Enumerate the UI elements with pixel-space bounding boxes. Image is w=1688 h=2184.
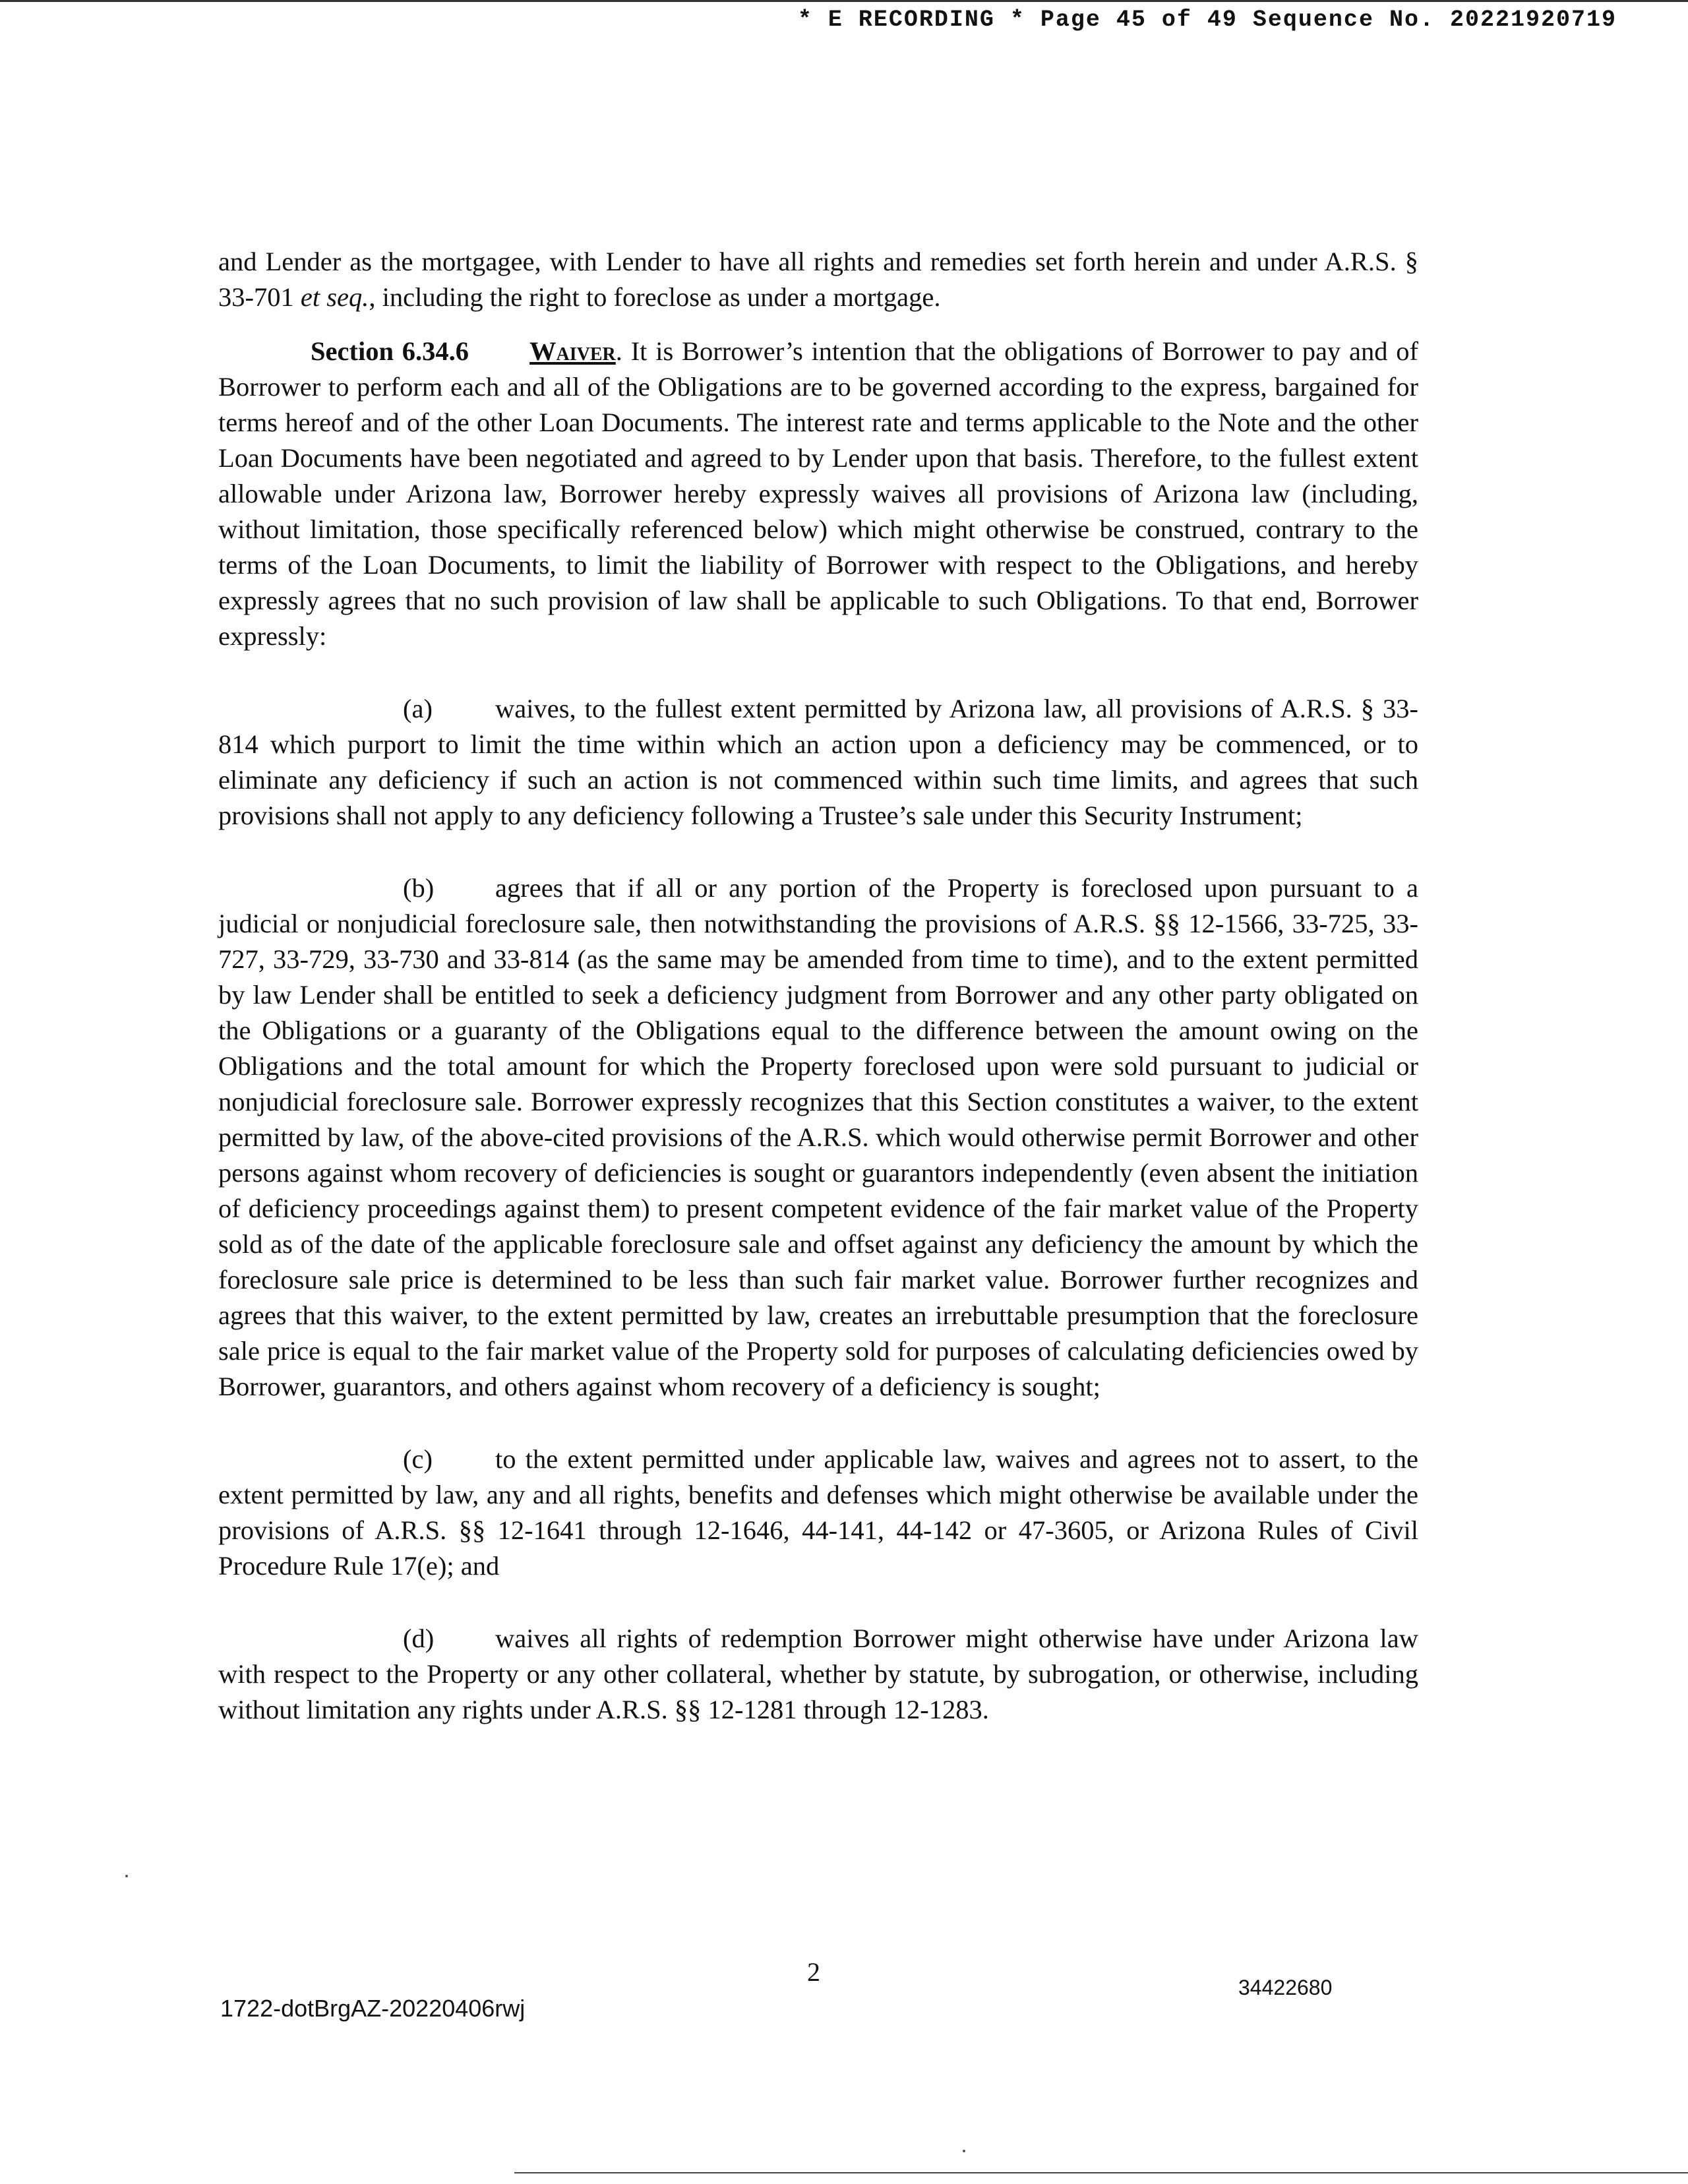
section-heading: Waiver [529, 336, 616, 366]
item-letter: (c) [403, 1444, 433, 1474]
item-text: to the extent permitted under applicable law, waives and agrees not to assert, to the extent permitted by law, any and all rights, benefits and defenses which might otherwise be available under the provisions of A.R.S. §§ 12-1641 through 12-1646, 44-141, 44-142 or 47-3605, or Arizona Rules of Civil Procedure Rule 17(e); and [218, 1444, 1418, 1581]
item-text: waives, to the fullest extent permitted by Arizona law, all provisions of A.R.S. § 33-814 which purport to limit the time within which an action upon a deficiency may be commenced, or to eliminate any deficiency if such an action is not commenced within such time limits, and agrees that such provisions shall not apply to any deficiency following a Trustee’s sale under this Security Instrument; [218, 694, 1418, 830]
list-item [218, 691, 1418, 834]
item-text: waives all rights of redemption Borrower might otherwise have under Arizona law with respect to the Property or any other collateral, whether by statute, by subrogation, or otherwise, including without limitation any rights under A.R.S. §§ 12-1281 through 12-1283. [218, 1623, 1418, 1724]
document-body [218, 244, 1418, 1728]
scan-speck [963, 2150, 965, 2152]
top-border-rule [0, 0, 1688, 2]
bottom-border-rule [514, 2172, 1688, 2173]
item-text: agrees that if all or any portion of the Property is foreclosed upon pursuant to a judicial or nonjudicial foreclosure sale, then notwithstanding the provisions of A.R.S. §§ 12-1566, 33-725, 33-727, 33-729, 33-730 and 33-814 (as the same may be amended from time to time), and to the extent permitted by law Lender shall be entitled to seek a deficiency judgment from Borrower and any other party obligated on the Obligations or a guaranty of the Obligations equal to the difference between the amount owing on the Obligations and the total amount for which the Property foreclosed upon were sold pursuant to judicial or nonjudicial foreclosure sale. Borrower expressly recognizes that this Section constitutes a waiver, to the extent permitted by law, of the above-cited provisions of the A.R.S. which would otherwise permit Borrower and other persons against whom recovery of deficiencies is sought or guarantors independently (even absent the initiation of deficiency proceedings against them) to present competent evidence of the fair market value of the Property sold as of the date of the applicable foreclosure sale and offset against any deficiency the amount by which the foreclosure sale price is determined to be less than such fair market value. Borrower further recognizes and agrees that this waiver, to the extent permitted by law, creates an irrebuttable presumption that the foreclosure sale price is equal to the fair market value of the Property sold for purposes of calculating deficiencies owed by Borrower, guarantors, and others against whom recovery of a deficiency is sought; [218, 873, 1418, 1401]
section-paragraph [218, 334, 1418, 654]
page-number: 2 [807, 1957, 820, 1987]
section-text: . It is Borrower’s intention that the obligations of Borrower to pay and of Borrower to perform each and all of the Obligations are to be governed according to the express, bargained for terms hereof and of the other Loan Documents. The interest rate and terms applicable to the Note and the other Loan Documents have been negotiated and agreed to by Lender upon that basis. Therefore, to the fullest extent allowable under Arizona law, Borrower hereby expressly waives all provisions of Arizona law (including, without limitation, those specifically referenced below) which might otherwise be construed, contrary to the terms of the Loan Documents, to limit the liability of Borrower with respect to the Obligations, and hereby expressly agrees that no such provision of law shall be applicable to such Obligations. To that end, Borrower expressly: [218, 336, 1419, 651]
document-code: 1722-dotBrgAZ-20220406rwj [220, 1995, 526, 2022]
list-item [218, 870, 1418, 1405]
loan-number: 34422680 [1238, 1976, 1333, 1999]
continued-text-start: and Lender as the mortgagee, with Lender to have all rights and remedies set forth herein and under A.R.S. § 33-701 [218, 247, 1418, 312]
list-item [218, 1621, 1418, 1728]
scan-speck [125, 1875, 128, 1877]
continued-paragraph [218, 244, 1418, 315]
section-number: Section 6.34.6 [311, 336, 469, 366]
continued-text-end: , including the right to foreclose as under a mortgage. [369, 282, 941, 312]
continued-italic-term: et seq. [300, 282, 369, 312]
item-letter: (b) [403, 873, 435, 903]
item-letter: (d) [403, 1623, 435, 1653]
recording-stamp: * E RECORDING * Page 45 of 49 Sequence No. 20221920719 [797, 7, 1617, 33]
item-letter: (a) [403, 694, 433, 723]
list-item [218, 1441, 1418, 1584]
